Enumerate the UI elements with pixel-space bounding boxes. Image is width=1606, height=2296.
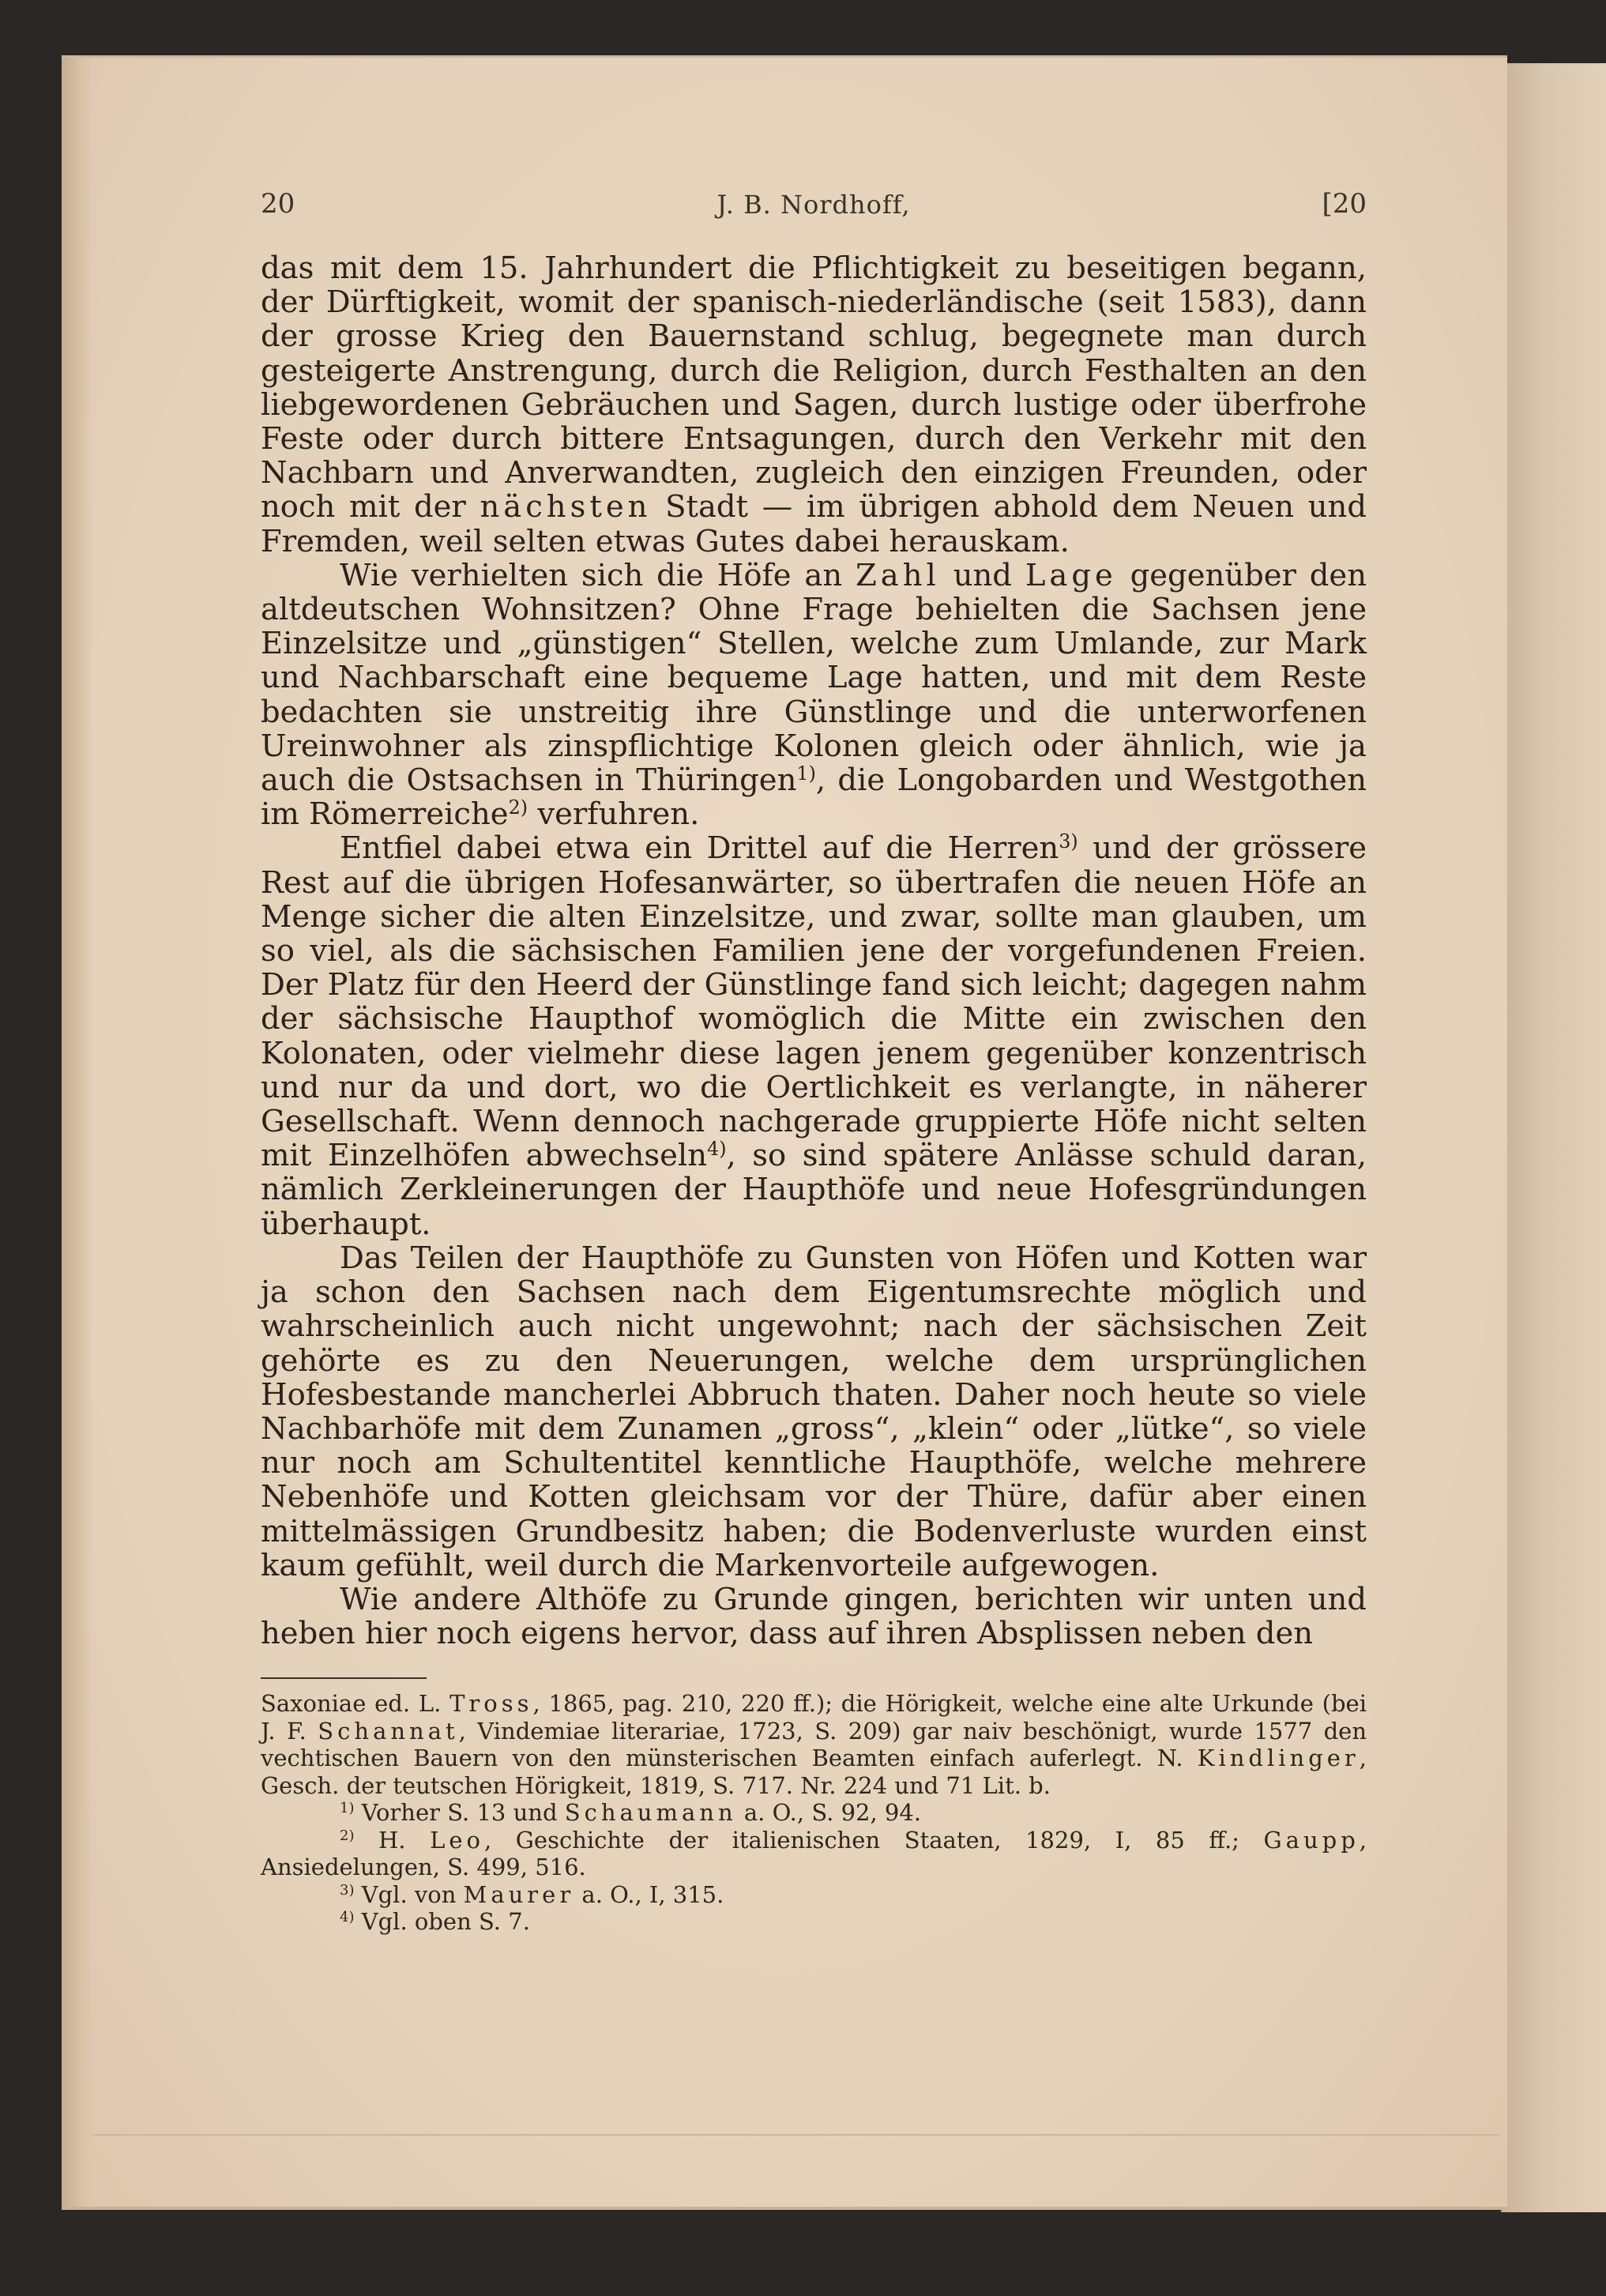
spaced-emphasis: Zahl	[856, 557, 940, 593]
page-text-block	[261, 182, 1367, 1936]
page-gutter	[62, 58, 93, 2207]
footnote-rule	[261, 1677, 427, 1679]
footnote-ref: 4)	[707, 1138, 727, 1161]
running-header	[261, 182, 1367, 229]
paragraph: Wie verhielten sich die Höfe an Zahl und Lage gegenüber den altdeutschen Wohnsitzen? Ohne Frage behielten die Sachsen jene Einzelsitze und „günstigen“ Stellen, welche zum Umlande, zur Mark und Nachbarschaft eine bequeme Lage hatten, und mit dem Reste bedachten sie unstreitig ihre Günstlinge und die unterworfenen Ureinwohner als zinspflichtige Kolonen gleich oder ähnlich, wie ja auch die Ostsachsen in Thüringen$^{1)}$, die Longobarden und Westgothen im Römerreiche$^{2)}$ verfuhren.	[261, 557, 1367, 833]
paragraph: Das Teilen der Haupthöfe zu Gunsten von Höfen und Kotten war ja schon den Sachsen nach dem Eigentumsrechte möglich und wahrscheinlich auch nicht ungewohnt; nach der sächsischen Zeit gehörte es zu den Neuerungen, welche dem ursprünglichen Hofesbestande mancherlei Abbruch thaten. Daher noch heute so viele Nachbarhöfe mit dem Zunamen „gross“, „klein“ oder „lütke“, so viele nur noch am Schultentitel kenntliche Haupthöfe, welche mehrere Nebenhöfe und Kotten gleichsam vor der Thüre, dafür aber einen mittelmässigen Grundbesitz haben; die Bodenverluste wurden einst kaum gefühlt, weil durch die Markenvorteile aufgewogen.	[261, 1240, 1367, 1583]
footnotes	[261, 1690, 1367, 1936]
footnote: $^{4)}$ Vgl. oben S. 7.	[340, 1908, 530, 1936]
footnote: $^{1)}$ Vorher S. 13 und Schaumann a. O., S. 92, 94.	[340, 1799, 922, 1827]
paragraph: Wie andere Althöfe zu Grunde gingen, berichten wir unten und heben hier noch eigens hervor, dass auf ihren Absplissen neben den	[261, 1581, 1367, 1652]
footnote-ref: 2)	[508, 796, 528, 819]
page-fold-line	[93, 2134, 1499, 2136]
spaced-emphasis: nächsten	[480, 489, 652, 525]
paragraph: das mit dem 15. Jahrhundert die Pflichtigkeit zu beseitigen begann, der Dürftigkeit, womit der spanisch-niederländische (seit 1583), dann der grosse Krieg den Bauernstand schlug, begegnete man durch gesteigerte Anstrengung, durch die Religion, durch Festhalten an den liebgewordenen Gebräuchen und Sagen, durch lustige oder überfrohe Feste oder durch bittere Entsagungen, durch den Verkehr mit den Nachbarn und Anverwandten, zugleich den einzigen Freunden, oder noch mit der nächsten Stadt — im übrigen abhold dem Neuen und Fremden, weil selten etwas Gutes dabei herauskam.	[261, 250, 1367, 559]
page-number-bracket: [20	[1322, 188, 1367, 220]
paragraph: Entfiel dabei etwa ein Drittel auf die Herren$^{3)}$ und der grössere Rest auf die übrigen Hofesanwärter, so übertrafen die neuen Höfe an Menge sicher die alten Einzelsitze, und zwar, sollte man glauben, um so viel, als die sächsischen Familien jene der vorgefundenen Freien. Der Platz für den Heerd der Günstlinge fand sich leicht; dagegen nahm der sächsische Haupthof womöglich die Mitte ein zwischen den Kolonaten, oder vielmehr diese lagen jenem gegenüber konzentrisch und nur da und dort, wo die Oertlichkeit es verlangte, in näherer Gesellschaft. Wenn dennoch nachgerade gruppierte Höfe nicht selten mit Einzelhöfen abwechseln$^{4)}$, so sind spätere Anlässe schuld daran, nämlich Zerkleinerungen der Haupthöfe und neue Hofesgründungen überhaupt.	[261, 830, 1367, 1242]
adjacent-page-edge	[1501, 63, 1606, 2212]
page-number: 20	[261, 188, 295, 220]
footnote-ref: 1)	[796, 762, 816, 785]
main-text	[261, 251, 1367, 1650]
footnote: $^{3)}$ Vgl. von Maurer a. O., I, 315.	[340, 1880, 724, 1908]
spaced-emphasis: Lage	[1025, 557, 1117, 593]
footnote-ref: 3)	[1059, 830, 1078, 853]
running-title: J. B. Nordhoff,	[716, 190, 911, 220]
footnote: $^{2)}$ H. Leo, Geschichte der italienischen Staaten, 1829, I, 85 ff.; Gaupp, Ansiedelungen, S. 499, 516.	[261, 1826, 1367, 1881]
footnote-continuation: Saxoniae ed. L. Tross, 1865, pag. 210, 220 ff.); die Hörigkeit, welche eine alte Urkunde (bei J. F. Schannat, Vindemiae literariae, 1723, S. 209) gar naiv beschönigt, wurde 1577 den vechtischen Bauern von den münsterischen Beamten einfach auferlegt. N. Kindlinger, Gesch. der teutschen Hörigkeit, 1819, S. 717. Nr. 224 und 71 Lit. b.	[261, 1690, 1367, 1799]
